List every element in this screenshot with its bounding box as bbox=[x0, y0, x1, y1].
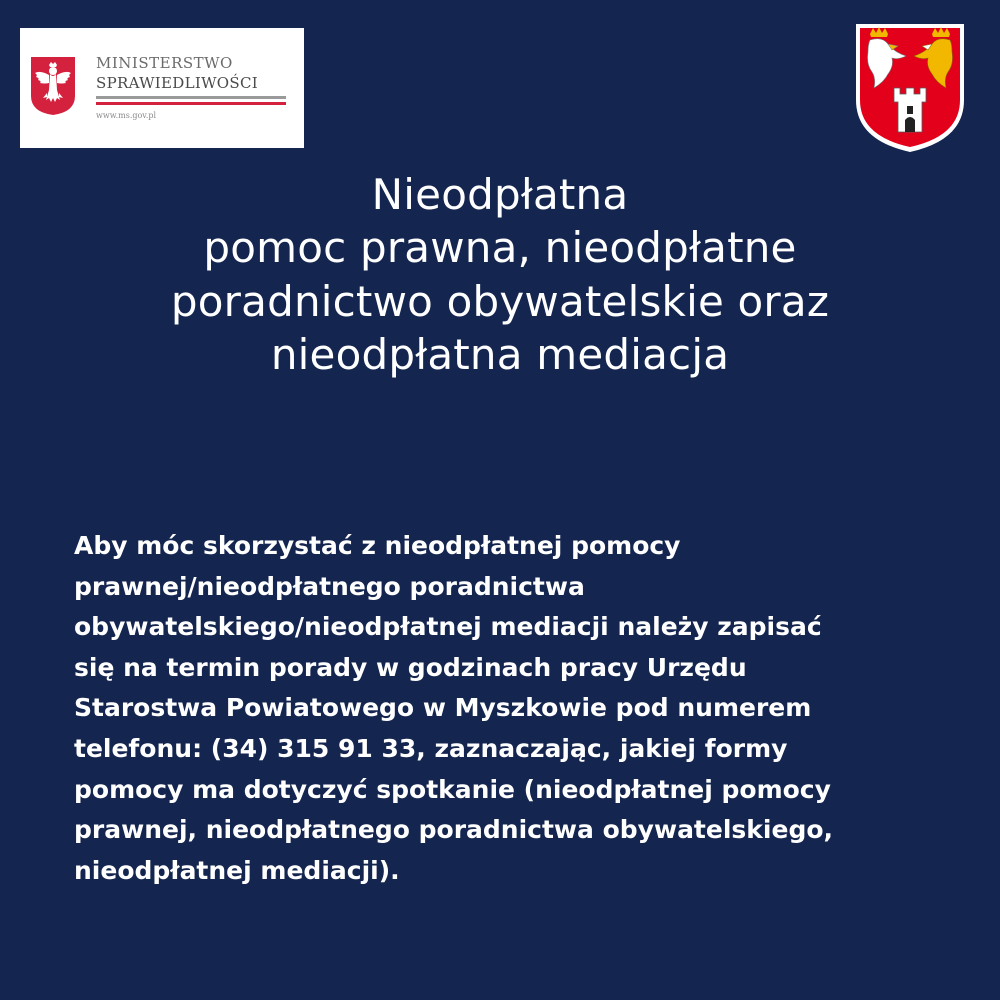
body-line: Starostwa Powiatowego w Myszkowie pod numerem bbox=[74, 693, 812, 723]
logo-stripe-red bbox=[96, 102, 286, 105]
title-line: Nieodpłatna bbox=[371, 170, 629, 219]
title-line: pomoc prawna, nieodpłatne bbox=[203, 223, 797, 273]
body-line: się na termin porady w godzinach pracy Urzędu bbox=[74, 652, 747, 682]
title-line: poradnictwo obywatelskie oraz bbox=[170, 276, 830, 326]
body-line: obywatelskiego/nieodpłatnej mediacji należy zapisać bbox=[74, 612, 822, 642]
coat-of-arms-icon bbox=[854, 22, 966, 154]
page-title bbox=[40, 168, 960, 381]
ministry-name-line1: MINISTERSTWO bbox=[96, 54, 233, 72]
body-paragraph bbox=[74, 526, 954, 891]
logo-stripe-grey bbox=[96, 96, 286, 99]
ministry-name-line2: SPRAWIEDLIWOŚCI bbox=[96, 74, 258, 92]
ministry-url: www.ms.gov.pl bbox=[96, 111, 157, 120]
title-line: nieodpłatna mediacja bbox=[270, 329, 730, 379]
body-line: pomocy ma dotyczyć spotkanie (nieodpłatnej pomocy bbox=[74, 774, 831, 804]
body-line: prawnej/nieodpłatnego poradnictwa bbox=[74, 571, 585, 601]
polish-eagle-icon bbox=[30, 56, 76, 116]
body-line: Aby móc skorzystać z nieodpłatnej pomocy bbox=[74, 531, 681, 560]
body-line: nieodpłatnej mediacji). bbox=[74, 855, 400, 885]
ministry-of-justice-logo bbox=[20, 28, 304, 148]
body-line: prawnej, nieodpłatnego poradnictwa obywatelskiego, bbox=[74, 815, 834, 845]
body-line: telefonu: (34) 315 91 33, zaznaczając, jakiej formy bbox=[74, 733, 788, 763]
